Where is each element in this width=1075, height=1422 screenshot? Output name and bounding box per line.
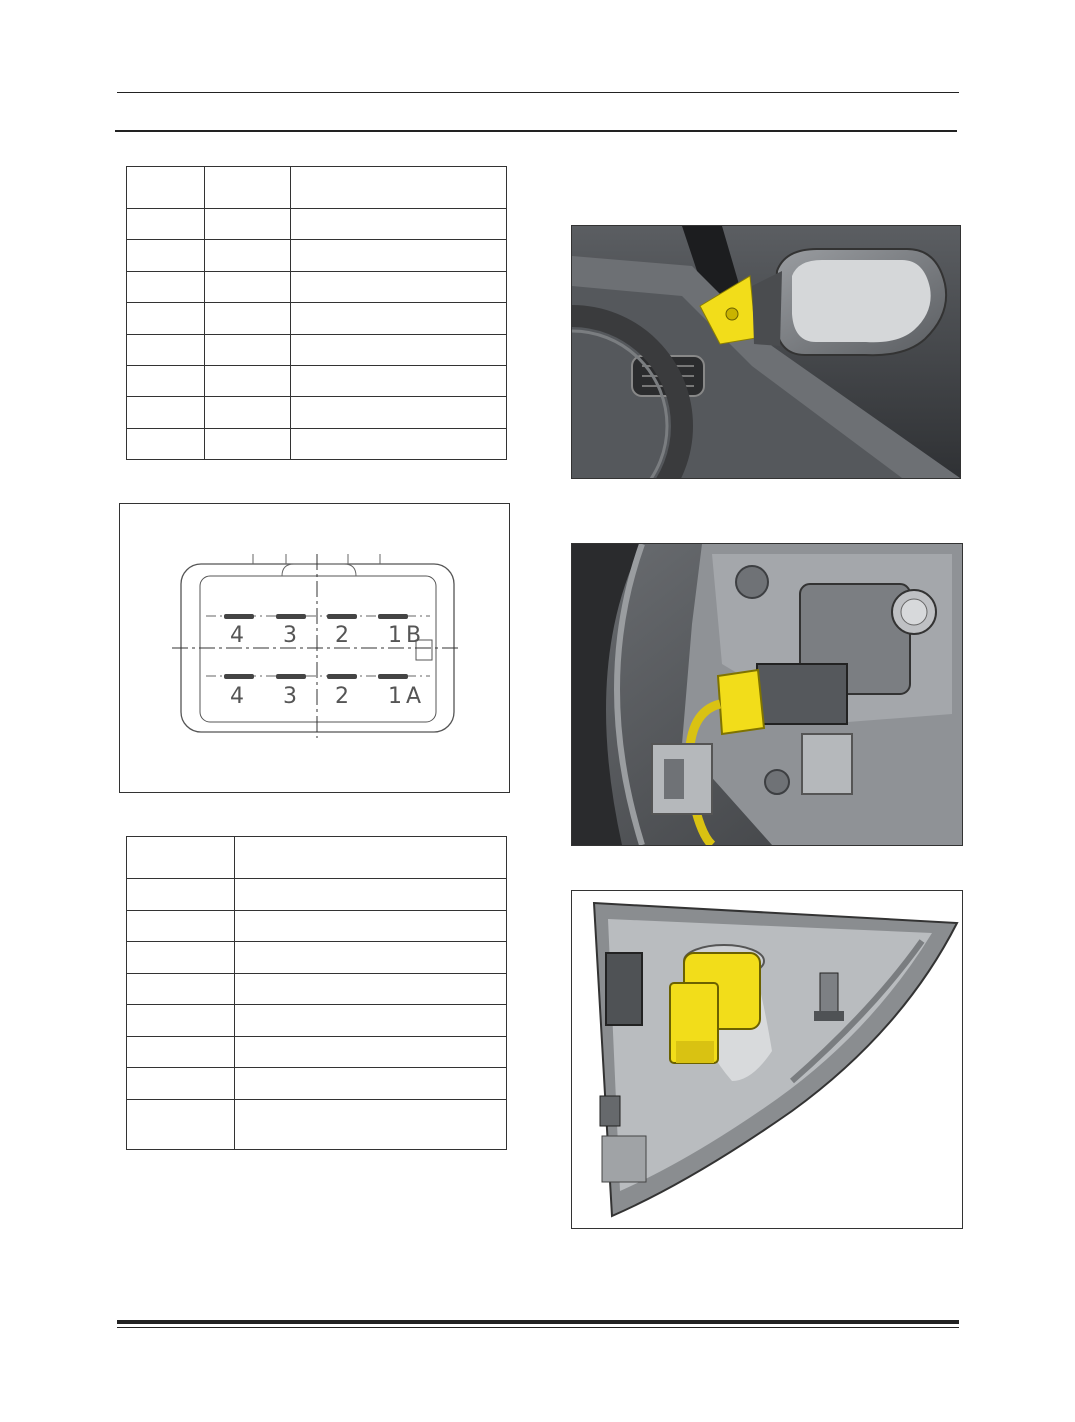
table-row xyxy=(127,837,507,879)
table-row xyxy=(127,1068,507,1100)
pin-label-b3: 3 xyxy=(283,623,297,648)
pin-label-a4: 4 xyxy=(230,684,244,709)
pin-label-a2: 2 xyxy=(335,684,349,709)
table-row xyxy=(127,365,507,396)
connector-diagram xyxy=(119,503,510,793)
header-rule-top xyxy=(117,92,959,93)
pin-label-a1: 1 xyxy=(388,684,402,709)
table-row xyxy=(127,910,507,942)
table-row xyxy=(127,942,507,974)
table-row xyxy=(127,167,507,209)
table-row xyxy=(127,303,507,334)
pin-label-a3: 3 xyxy=(283,684,297,709)
table-row xyxy=(127,1036,507,1068)
table-row xyxy=(127,879,507,911)
table-row xyxy=(127,209,507,240)
table-row xyxy=(127,1005,507,1037)
highlighted-connector xyxy=(718,670,764,734)
terminal-table xyxy=(126,166,507,460)
dashboard-mirror-illustration xyxy=(571,225,961,479)
row-letter-b: B xyxy=(406,623,422,648)
mirror-switch-connector-illustration xyxy=(571,543,963,846)
table-row xyxy=(127,1100,507,1150)
table-row xyxy=(127,271,507,302)
header-rule-bottom xyxy=(115,130,957,132)
pin-definition-table xyxy=(126,836,507,1150)
table-row xyxy=(127,240,507,271)
pin-label-b1: 1 xyxy=(388,623,402,648)
table-row xyxy=(127,428,507,459)
pin-label-b2: 2 xyxy=(335,623,349,648)
pin-label-b4: 4 xyxy=(230,623,244,648)
footer-rule-thick xyxy=(117,1320,959,1324)
table-row xyxy=(127,973,507,1005)
footer-rule-thin xyxy=(117,1327,959,1328)
row-letter-a: A xyxy=(406,684,422,709)
table-row xyxy=(127,397,507,428)
trim-panel-back-illustration xyxy=(571,890,963,1229)
table-row xyxy=(127,334,507,365)
